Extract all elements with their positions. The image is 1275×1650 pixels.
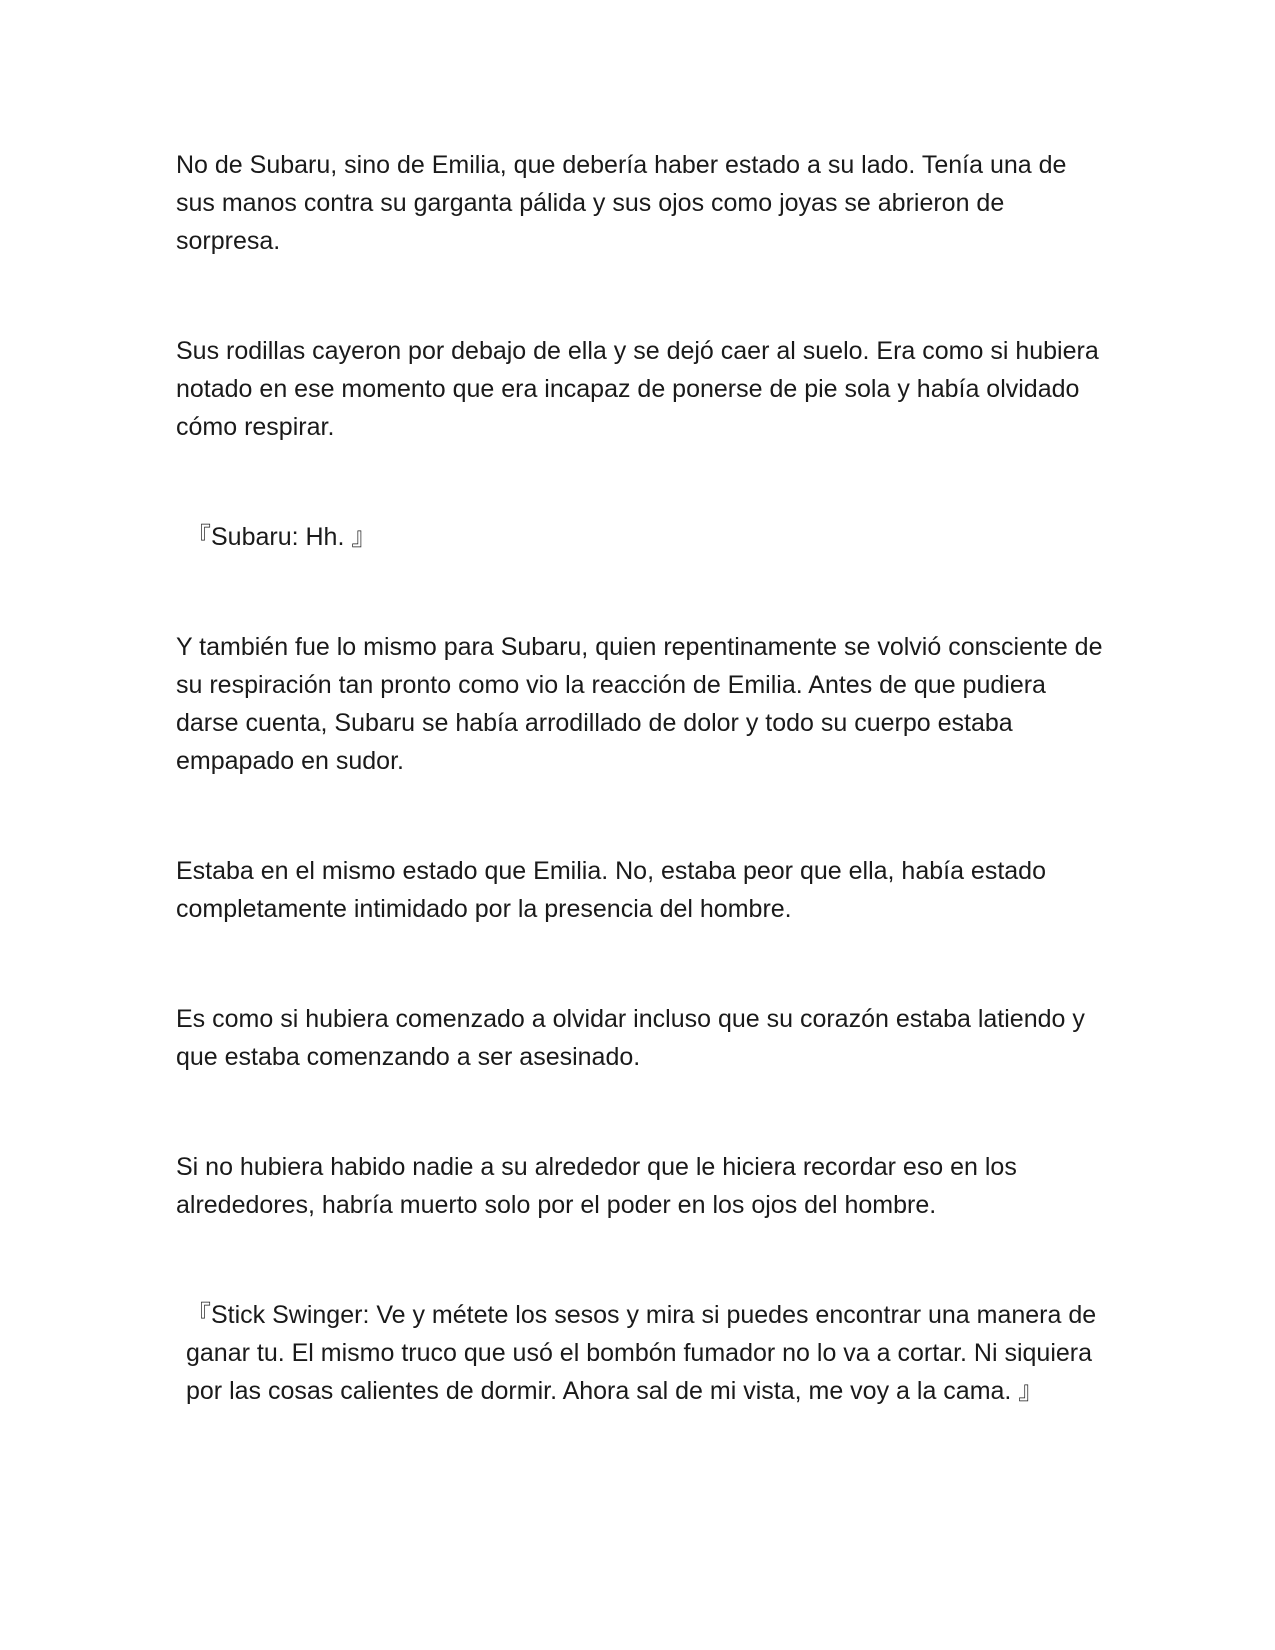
paragraph-1: No de Subaru, sino de Emilia, que debería haber estado a su lado. Tenía una de sus manos contra su garganta pálida y sus ojos como joyas se abrieron de sorpresa.	[176, 151, 1067, 255]
dialogue-stick-swinger: 『Stick Swinger: Ve y métete los sesos y mira si puedes encontrar una manera de ganar tu. El mismo truco que usó el bombón fumador no lo va a cortar. Ni siquiera por las cosas calientes de dormir. Ahora sal de mi vista, me voy a la cama. 』	[186, 1301, 1097, 1405]
dialogue-subaru: 『Subaru: Hh. 』	[186, 523, 377, 551]
paragraph-4: Estaba en el mismo estado que Emilia. No, estaba peor que ella, había estado completamente intimidado por la presencia del hombre.	[176, 857, 1046, 923]
document-body	[176, 146, 1106, 1410]
paragraph-5: Es como si hubiera comenzado a olvidar incluso que su corazón estaba latiendo y que estaba comenzando a ser asesinado.	[176, 1005, 1085, 1071]
paragraph-2: Sus rodillas cayeron por debajo de ella y se dejó caer al suelo. Era como si hubiera notado en ese momento que era incapaz de ponerse de pie sola y había olvidado cómo respirar.	[176, 337, 1099, 441]
paragraph-3: Y también fue lo mismo para Subaru, quien repentinamente se volvió consciente de su respiración tan pronto como vio la reacción de Emilia. Antes de que pudiera darse cuenta, Subaru se había arrodillado de dolor y todo su cuerpo estaba empapado en sudor.	[176, 633, 1103, 775]
paragraph-6: Si no hubiera habido nadie a su alrededor que le hiciera recordar eso en los alrededores, habría muerto solo por el poder en los ojos del hombre.	[176, 1153, 1017, 1219]
